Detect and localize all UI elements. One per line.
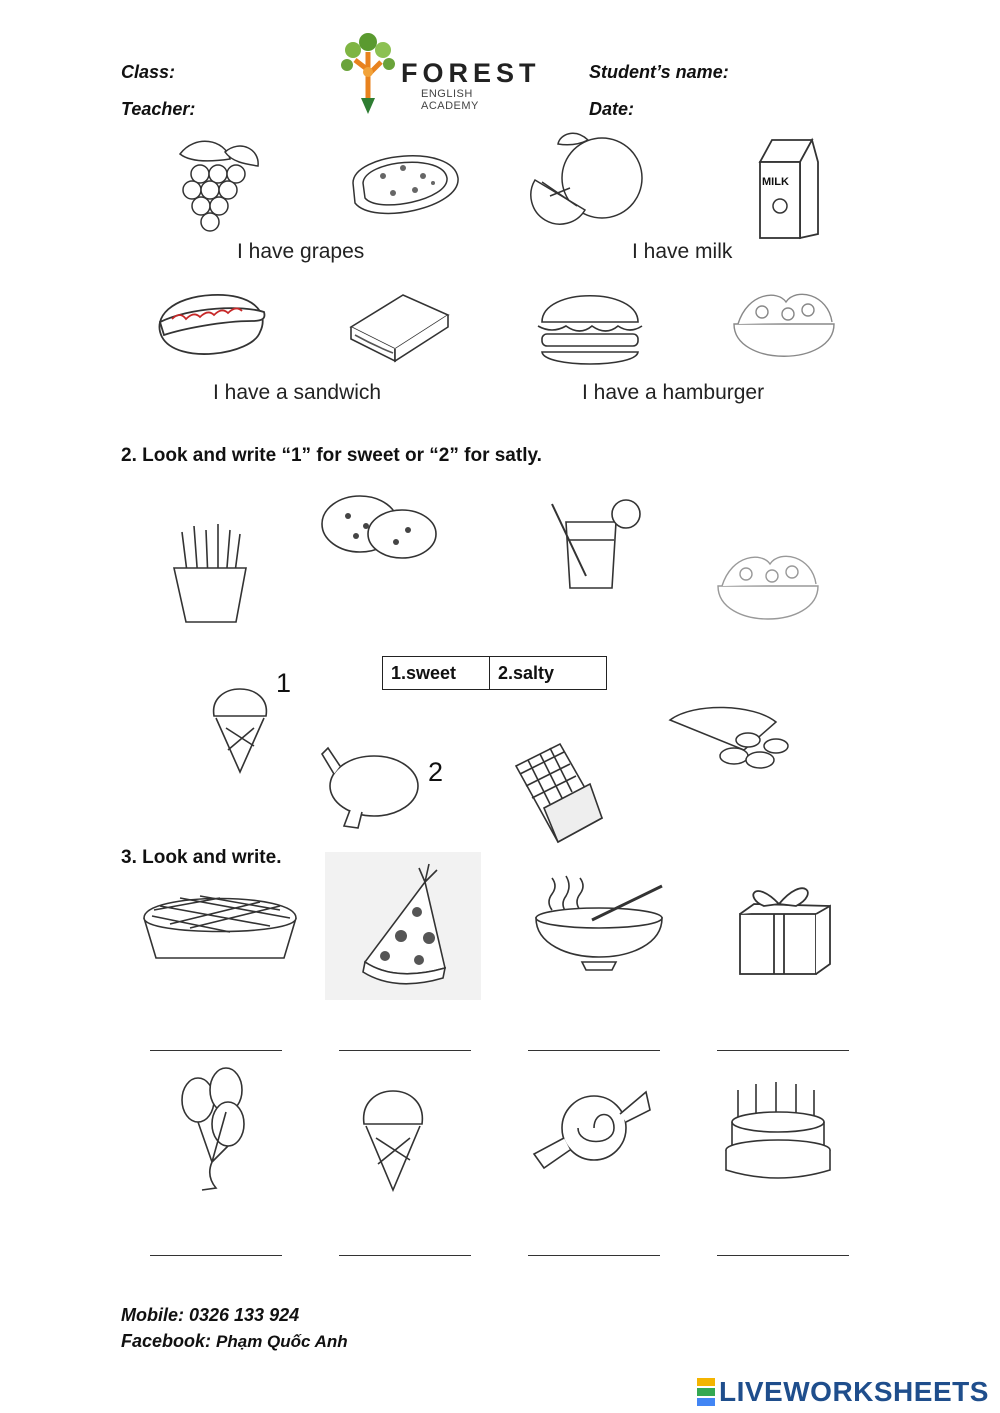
answer-line-3[interactable]	[528, 1050, 660, 1051]
legend-sweet: 1.sweet	[383, 657, 490, 690]
teacher-label: Teacher:	[121, 99, 196, 119]
answer-line-5[interactable]	[150, 1255, 282, 1256]
tree-icon	[333, 30, 403, 118]
liveworksheets-logo-icon	[697, 1376, 717, 1408]
logo-sub-text: ENGLISH ACADEMY	[421, 88, 479, 112]
grapes-picture	[170, 134, 265, 234]
salad-bowl-picture-2	[712, 534, 824, 640]
caption-sandwich: I have a sandwich	[213, 381, 382, 404]
answer-line-8[interactable]	[717, 1255, 849, 1256]
pizza-picture	[343, 138, 465, 228]
milk-carton-text: MILK	[762, 176, 789, 188]
soup-bowl-picture	[532, 874, 674, 974]
legend-salty: 2.salty	[490, 657, 607, 690]
caption-milk: I have milk	[632, 240, 733, 263]
hotdog-picture	[152, 287, 270, 365]
facebook-contact	[121, 1331, 348, 1352]
caption-grapes: I have grapes	[237, 240, 365, 263]
sandwich-picture	[343, 287, 455, 369]
answer-line-2[interactable]	[339, 1050, 471, 1051]
answer-line-6[interactable]	[339, 1255, 471, 1256]
facebook-label: Facebook:	[121, 1331, 217, 1351]
answer-line-1[interactable]	[150, 1050, 282, 1051]
ice-cream-picture-2	[358, 1076, 428, 1192]
balloons-picture	[176, 1066, 256, 1194]
student-name-label: Student’s name:	[589, 62, 729, 82]
party-hat-picture	[325, 852, 481, 1000]
ice-cream-picture	[208, 676, 272, 774]
roast-chicken-picture	[314, 734, 426, 834]
salad-bowl-picture	[728, 272, 840, 376]
potato-chips-picture	[664, 700, 794, 776]
candy-picture	[530, 1080, 654, 1172]
birthday-cake-picture	[720, 1078, 836, 1184]
liveworksheets-text: LIVEWORKSHEETS	[719, 1376, 989, 1407]
answer-chicken: 2	[428, 757, 444, 787]
class-label: Class:	[121, 62, 176, 82]
answer-line-7[interactable]	[528, 1255, 660, 1256]
date-label: Date:	[589, 99, 635, 119]
milk-carton-picture	[752, 134, 822, 240]
mobile-contact: Mobile: 0326 133 924	[121, 1305, 300, 1325]
caption-hamburger: I have a hamburger	[582, 381, 765, 404]
section-2-title: 2. Look and write “1” for sweet or “2” for satly.	[121, 445, 542, 466]
answer-ice-cream: 1	[276, 668, 292, 698]
logo-main-text: FOREST	[401, 58, 541, 88]
forest-logo	[333, 30, 541, 120]
juice-glass-picture	[546, 496, 642, 592]
orange-picture	[530, 130, 646, 230]
cookies-picture	[316, 490, 440, 564]
gift-box-picture	[724, 868, 836, 978]
section-3-title: 3. Look and write.	[121, 847, 282, 868]
liveworksheets-watermark	[697, 1376, 997, 1410]
french-fries-picture	[168, 520, 252, 624]
pie-picture	[140, 888, 300, 966]
sweet-salty-legend	[382, 656, 607, 690]
facebook-name: Phạm Quốc Anh	[216, 1332, 348, 1351]
hamburger-picture	[532, 282, 648, 374]
chocolate-bar-picture	[510, 738, 606, 848]
answer-line-4[interactable]	[717, 1050, 849, 1051]
